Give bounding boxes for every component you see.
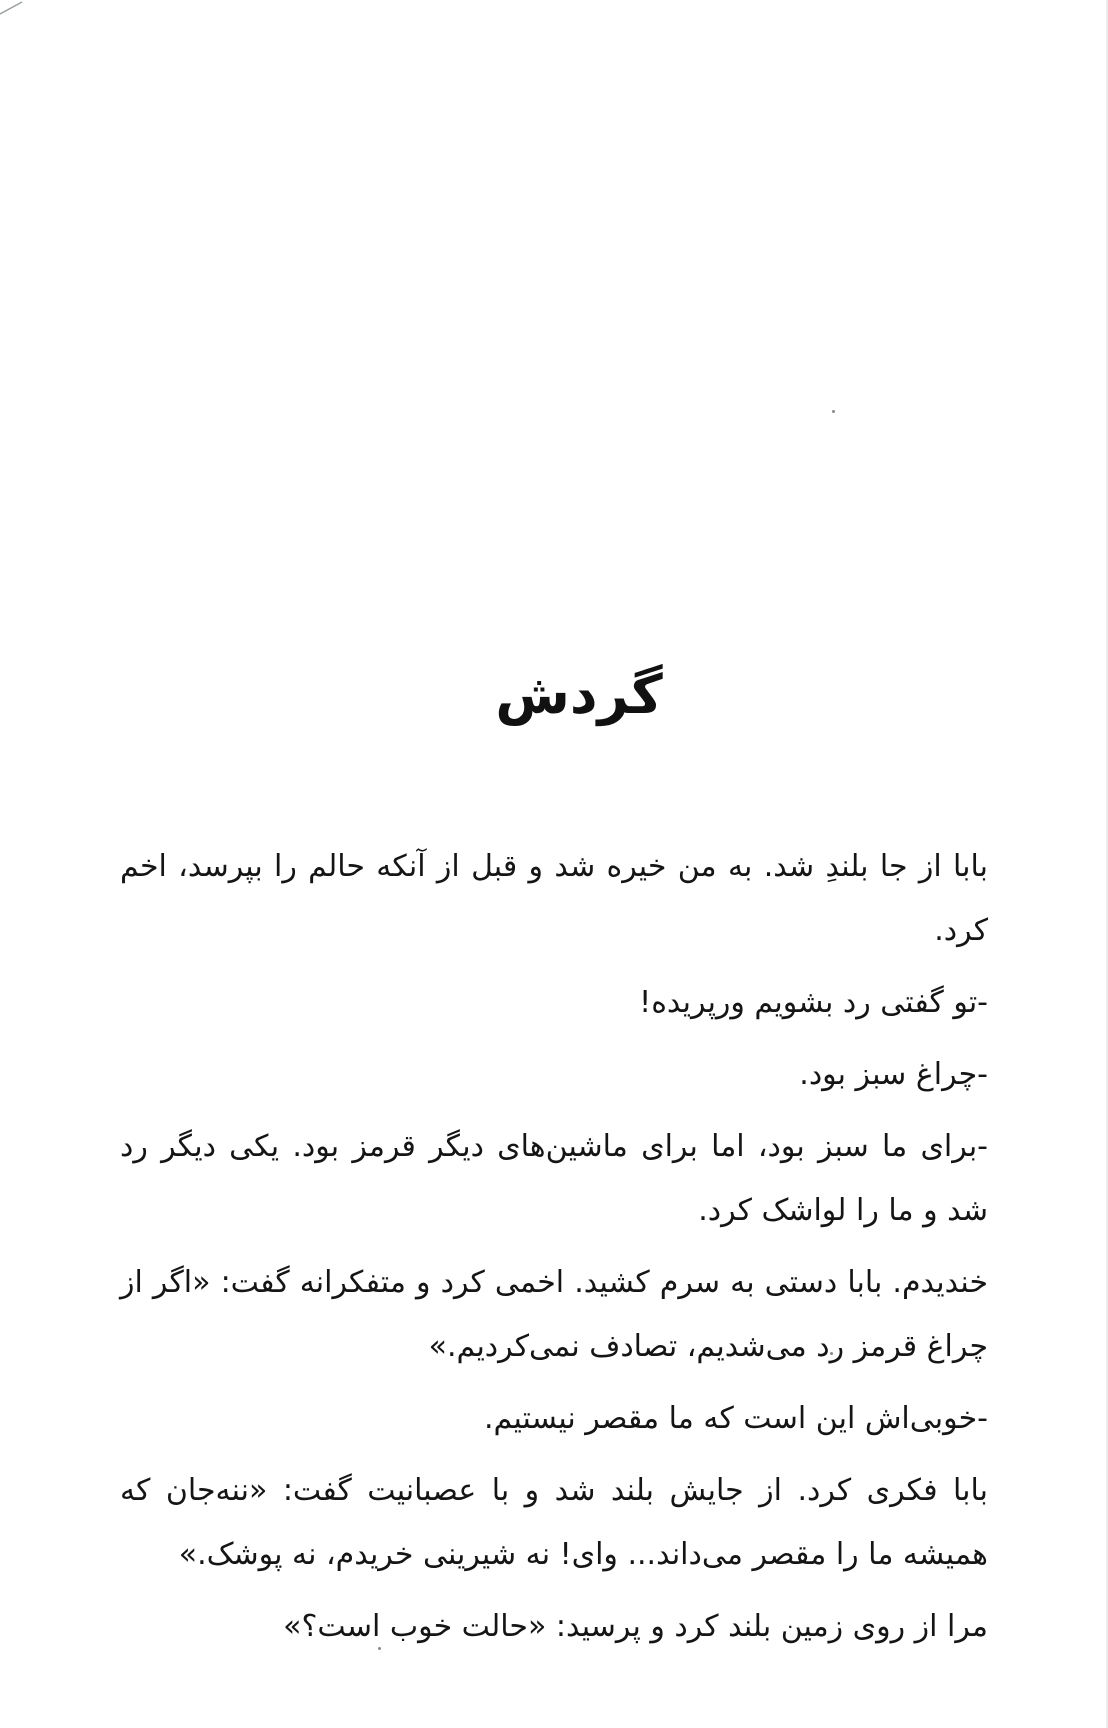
paragraph-dialog: -خوبی‌اش این است که ما مقصر نیستیم. <box>483 1401 988 1436</box>
chapter-body <box>120 835 1000 1667</box>
scan-corner-mark <box>0 0 30 20</box>
paragraph-dialog: -برای ما سبز بود، اما برای ماشین‌های دیگر قرمز بود. یکی دیگر رد شد و ما را لواشک کرد. <box>120 1129 988 1228</box>
paragraph-narration: خندیدم. بابا دستی به سرم کشید. اخمی کرد و متفکرانه گفت: «اگر از چراغ قرمز رد می‌شدیم، تصادف نمی‌کردیم.» <box>120 1265 988 1364</box>
scan-speck <box>832 410 835 413</box>
chapter-title: گردش <box>495 663 663 726</box>
paragraph-dialog: -تو گفتی رد بشویم ورپریده! <box>639 985 988 1020</box>
paragraph-dialog: -چراغ سبز بود. <box>799 1057 988 1092</box>
paragraph-narration: بابا فکری کرد. از جایش بلند شد و با عصبانیت گفت: «ننه‌جان که همیشه ما را مقصر می‌داند... وای! نه شیرینی خریدم، نه پوشک.» <box>120 1473 988 1572</box>
paragraph-narration: بابا از جا بلندِ شد. به من خیره شد و قبل از آنکه حالم را بپرسد، اخم کرد. <box>120 849 988 948</box>
paragraph-narration: مرا از روی زمین بلند کرد و پرسید: «حالت خوب است؟» <box>283 1609 988 1644</box>
